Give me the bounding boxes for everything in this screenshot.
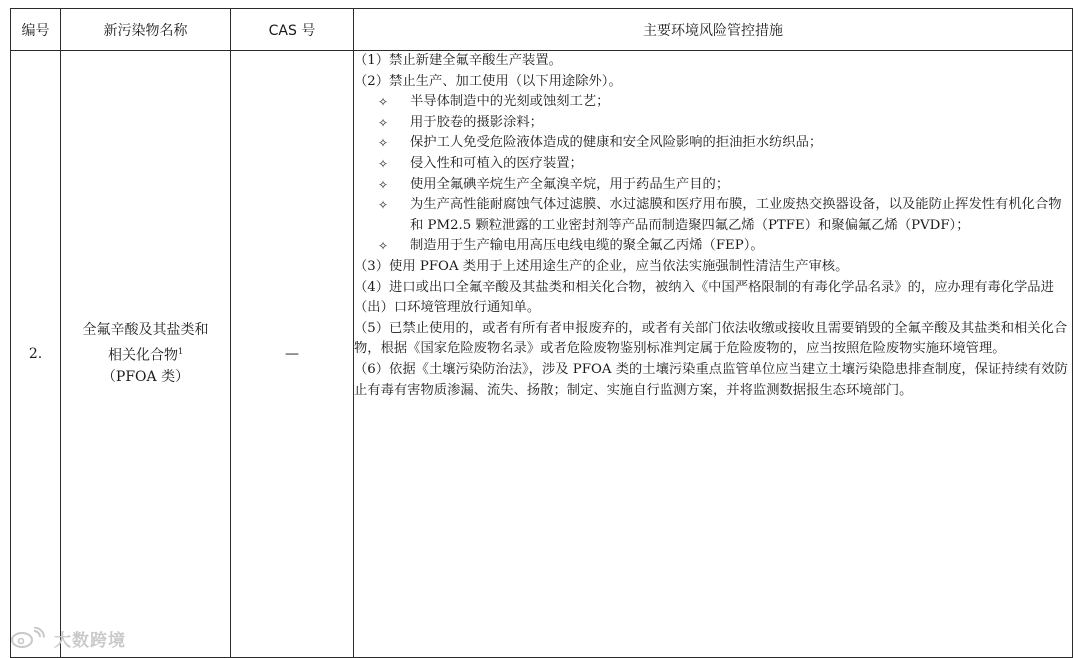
diamond-bullet-icon: ✧ xyxy=(378,198,389,213)
diamond-bullet-icon: ✧ xyxy=(378,115,389,130)
diamond-bullet-icon: ✧ xyxy=(378,95,389,110)
diamond-bullet-icon: ✧ xyxy=(378,156,389,171)
cell-number: 2. xyxy=(11,51,61,658)
exemption-item: ✧ 半导体制造中的光刻或蚀刻工艺； xyxy=(354,92,1072,113)
header-cas: CAS 号 xyxy=(231,9,354,51)
measure-4: （4）进口或出口全氟辛酸及其盐类和相关化合物，被纳入《中国严格限制的有毒化学品名录》的，应办理有毒化学品进（出）口环境管理放行通知单。 xyxy=(354,279,1054,316)
pollutant-name-line2: 相关化合物$^1$ xyxy=(107,347,184,364)
exemption-item: ✧ 用于胶卷的摄影涂料； xyxy=(354,113,1072,134)
watermark-text: 大数跨境 xyxy=(54,630,126,651)
pollutant-name-line3: （PFOA 类） xyxy=(101,368,190,385)
diamond-bullet-icon: ✧ xyxy=(378,177,389,192)
table-row xyxy=(11,51,1073,658)
exemption-item: ✧ 保护工人免受危险液体造成的健康和安全风险影响的拒油拒水纺织品； xyxy=(354,133,1072,154)
weibo-logo-icon xyxy=(10,627,50,649)
regulation-table xyxy=(10,8,1073,658)
header-number: 编号 xyxy=(11,9,61,51)
measure-1: （1）禁止新建全氟辛酸生产装置。 xyxy=(354,53,562,68)
diamond-bullet-icon: ✧ xyxy=(378,136,389,151)
measure-6: （6）依据《土壤污染防治法》，涉及 PFOA 类的土壤污染重点监管单位应当建立土壤污染隐患排查制度，保证持续有效防止有毒有害物质渗漏、流失、扬散；制定、实施自行监测方案，并将监测数据报生态环境部门。 xyxy=(354,361,1068,398)
measure-2: （2）禁止生产、加工使用（以下用途除外）。 xyxy=(354,73,622,89)
header-row xyxy=(11,9,1073,51)
exemption-item: ✧ 侵入性和可植入的医疗装置； xyxy=(354,154,1072,175)
exemption-item: ✧ 为生产高性能耐腐蚀气体过滤膜、水过滤膜和医疗用布膜，工业废热交换器设备，以及能防止挥发性有机化合物和 PM2.5 颗粒泄露的工业密封剂等产品而制造聚四氟乙烯（PTFE）和聚偏氟乙烯（PVDF）； xyxy=(354,195,1072,236)
watermark xyxy=(10,627,126,649)
footnote-marker: 1 xyxy=(177,347,184,357)
cell-control-measures xyxy=(354,51,1073,658)
exemption-item: ✧ 使用全氟碘辛烷生产全氟溴辛烷，用于药品生产目的； xyxy=(354,175,1072,196)
measure-5: （5）已禁止使用的，或者有所有者申报废弃的，或者有关部门依法收缴或接收且需要销毁的全氟辛酸及其盐类和相关化合物，根据《国家危险废物名录》或者危险废物鉴别标准判定属于危险废物的，应当按照危险废物实施环境管理。 xyxy=(354,320,1068,357)
cell-pollutant-name xyxy=(61,51,231,658)
pollutant-name-line1: 全氟辛酸及其盐类和 xyxy=(82,322,209,339)
diamond-bullet-icon: ✧ xyxy=(378,239,389,254)
measure-3: （3）使用 PFOA 类用于上述用途生产的企业，应当依法实施强制性清洁生产审核。 xyxy=(354,258,849,274)
exemption-item: ✧ 制造用于生产输电用高压电线电缆的聚全氟乙丙烯（FEP）。 xyxy=(354,236,1072,257)
header-measures: 主要环境风险管控措施 xyxy=(354,9,1073,51)
cell-cas-number: — xyxy=(231,51,354,658)
header-name: 新污染物名称 xyxy=(61,9,231,51)
